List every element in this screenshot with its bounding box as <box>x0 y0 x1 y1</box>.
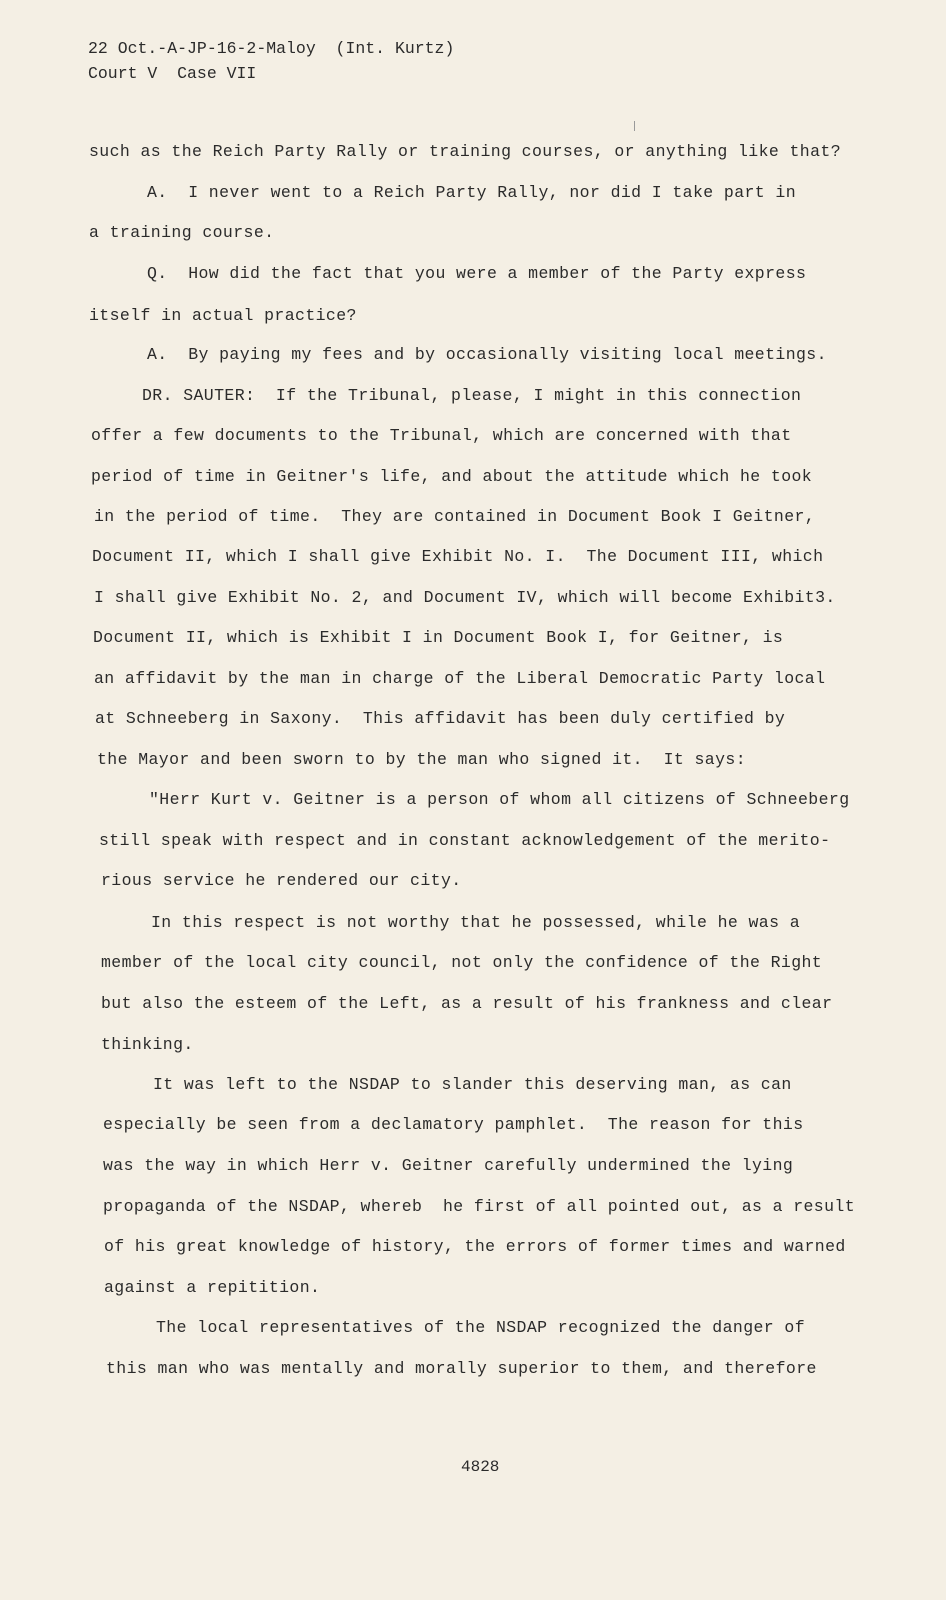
body-line: was the way in which Herr v. Geitner carefully undermined the lying <box>103 1156 794 1175</box>
body-line: a training course. <box>89 223 275 242</box>
body-line: the Mayor and been sworn to by the man who signed it. It says: <box>97 750 747 769</box>
body-line: rious service he rendered our city. <box>101 871 462 890</box>
body-line: "Herr Kurt v. Geitner is a person of whom all citizens of Schneeberg <box>149 790 850 809</box>
body-line: The local representatives of the NSDAP recognized the danger of <box>156 1318 806 1337</box>
body-line: an affidavit by the man in charge of the Liberal Democratic Party local <box>94 669 826 688</box>
page-number: 4828 <box>461 1458 500 1476</box>
body-line: A. By paying my fees and by occasionally visiting local meetings. <box>147 345 827 364</box>
body-line: itself in actual practice? <box>89 306 357 325</box>
body-line: such as the Reich Party Rally or training courses, or anything like that? <box>89 142 842 161</box>
body-line: member of the local city council, not only the confidence of the Right <box>101 953 823 972</box>
page-header <box>88 36 454 86</box>
body-line: thinking. <box>101 1035 194 1054</box>
body-line: Document II, which I shall give Exhibit No. I. The Document III, which <box>92 547 824 566</box>
body-line: especially be seen from a declamatory pamphlet. The reason for this <box>103 1115 804 1134</box>
body-line: this man who was mentally and morally superior to them, and therefore <box>106 1359 817 1378</box>
body-line: at Schneeberg in Saxony. This affidavit has been duly certified by <box>95 709 786 728</box>
body-line: I shall give Exhibit No. 2, and Document IV, which will become Exhibit3. <box>94 588 836 607</box>
body-line: Q. How did the fact that you were a member of the Party express <box>147 264 807 283</box>
body-line: propaganda of the NSDAP, whereb he first of all pointed out, as a result <box>103 1197 856 1216</box>
body-line: It was left to the NSDAP to slander this deserving man, as can <box>153 1075 792 1094</box>
body-line: period of time in Geitner's life, and about the attitude which he took <box>91 467 813 486</box>
header-reference-line: 22 Oct.-A-JP-16-2-Maloy (Int. Kurtz) <box>88 39 455 58</box>
body-line: against a repitition. <box>104 1278 321 1297</box>
body-line: DR. SAUTER: If the Tribunal, please, I might in this connection <box>142 386 802 405</box>
header-court-line: Court V Case VII <box>88 64 257 83</box>
body-line: still speak with respect and in constant acknowledgement of the merito- <box>99 831 831 850</box>
margin-mark <box>634 121 635 131</box>
body-line: of his great knowledge of history, the errors of former times and warned <box>104 1237 846 1256</box>
body-line: but also the esteem of the Left, as a result of his frankness and clear <box>101 994 833 1013</box>
body-line: offer a few documents to the Tribunal, which are concerned with that <box>91 426 792 445</box>
body-line: in the period of time. They are contained in Document Book I Geitner, <box>94 507 816 526</box>
body-line: A. I never went to a Reich Party Rally, nor did I take part in <box>147 183 797 202</box>
body-line: Document II, which is Exhibit I in Document Book I, for Geitner, is <box>93 628 784 647</box>
body-line: In this respect is not worthy that he possessed, while he was a <box>151 913 801 932</box>
